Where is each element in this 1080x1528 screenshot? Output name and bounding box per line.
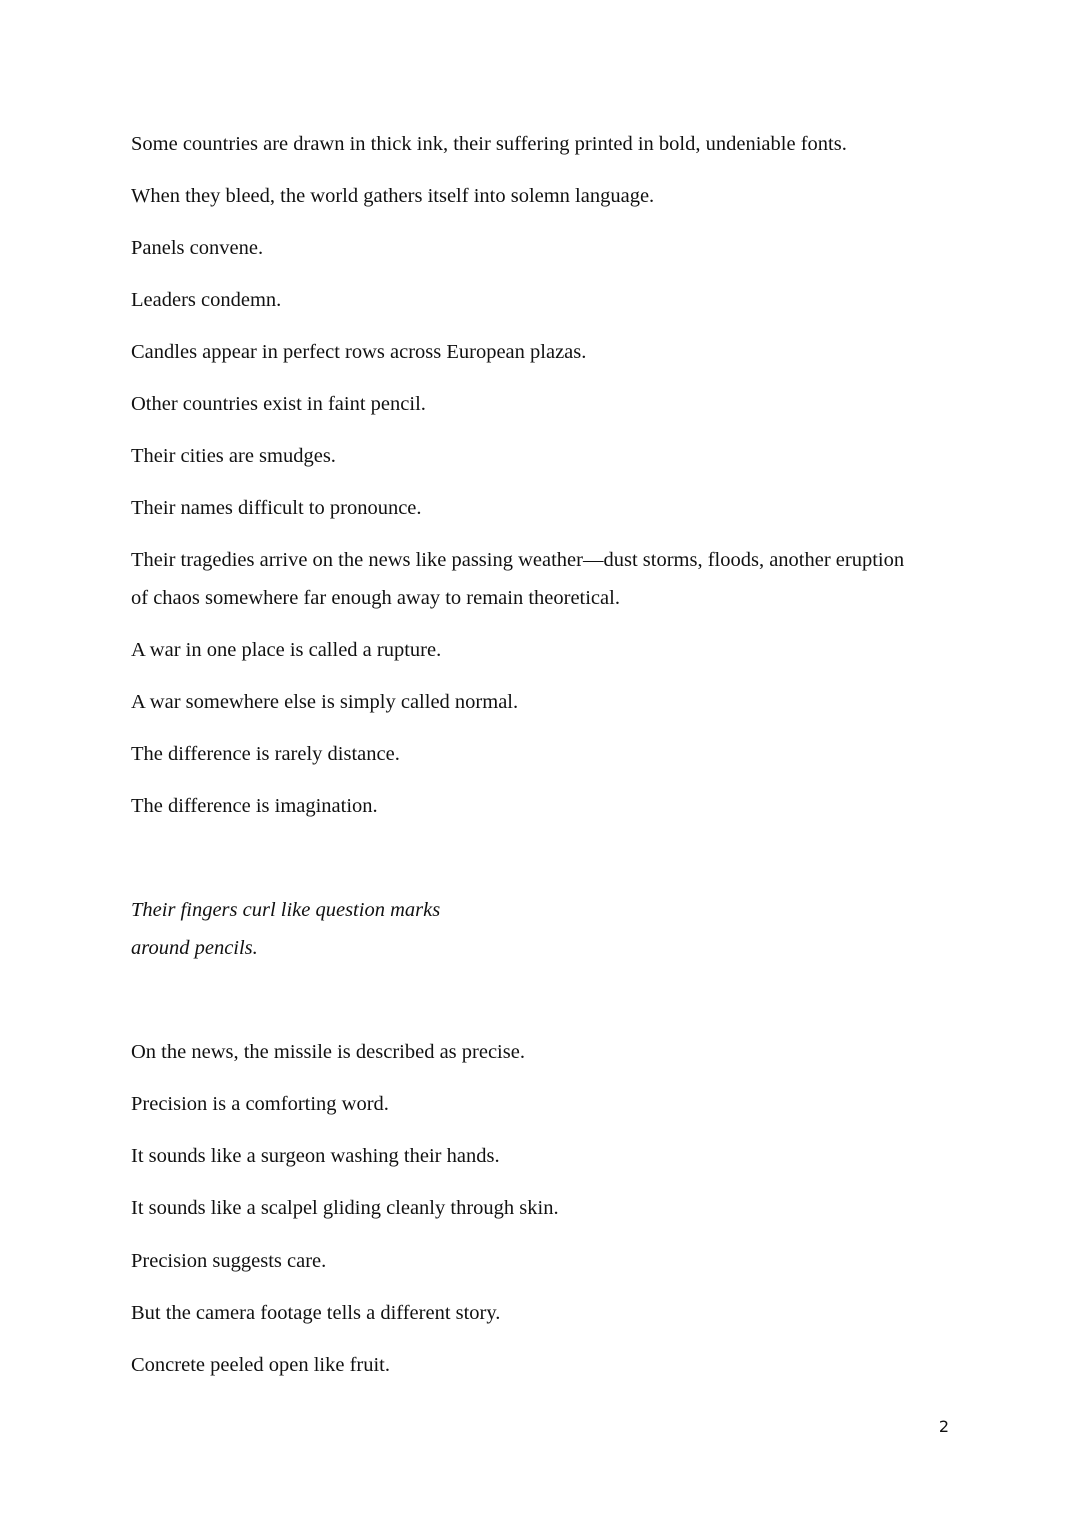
paragraph: Their names difficult to pronounce. [131, 497, 422, 519]
paragraph: A war somewhere else is simply called normal. [131, 691, 519, 713]
verse-line: Their fingers curl like question marks [131, 899, 441, 921]
verse-line: around pencils. [131, 937, 258, 959]
paragraph: It sounds like a scalpel gliding cleanly through skin. [131, 1197, 559, 1219]
paragraph: Concrete peeled open like fruit. [131, 1354, 390, 1376]
paragraph: Candles appear in perfect rows across European plazas. [131, 341, 587, 363]
paragraph: The difference is imagination. [131, 795, 378, 817]
paragraph: Their cities are smudges. [131, 445, 336, 467]
paragraph: Their tragedies arrive on the news like passing weather—dust storms, floods, another eruption of chaos somewhere far enough away to remain theoretical. [131, 549, 905, 609]
paragraph: The difference is rarely distance. [131, 743, 400, 765]
paragraph: Leaders condemn. [131, 289, 282, 311]
paragraph: Other countries exist in faint pencil. [131, 393, 426, 415]
paragraph: A war in one place is called a rupture. [131, 639, 442, 661]
paragraph: When they bleed, the world gathers itself into solemn language. [131, 185, 655, 207]
paragraph: Panels convene. [131, 237, 264, 259]
paragraph: Precision suggests care. [131, 1250, 327, 1272]
paragraph: But the camera footage tells a different story. [131, 1302, 501, 1324]
paragraph: On the news, the missile is described as precise. [131, 1041, 525, 1063]
paragraph: It sounds like a surgeon washing their hands. [131, 1145, 500, 1167]
page-number: 2 [938, 1417, 950, 1436]
paragraph: Precision is a comforting word. [131, 1093, 389, 1115]
italic-verse [131, 891, 440, 967]
paragraph: Some countries are drawn in thick ink, their suffering printed in bold, undeniable fonts. [131, 133, 847, 155]
